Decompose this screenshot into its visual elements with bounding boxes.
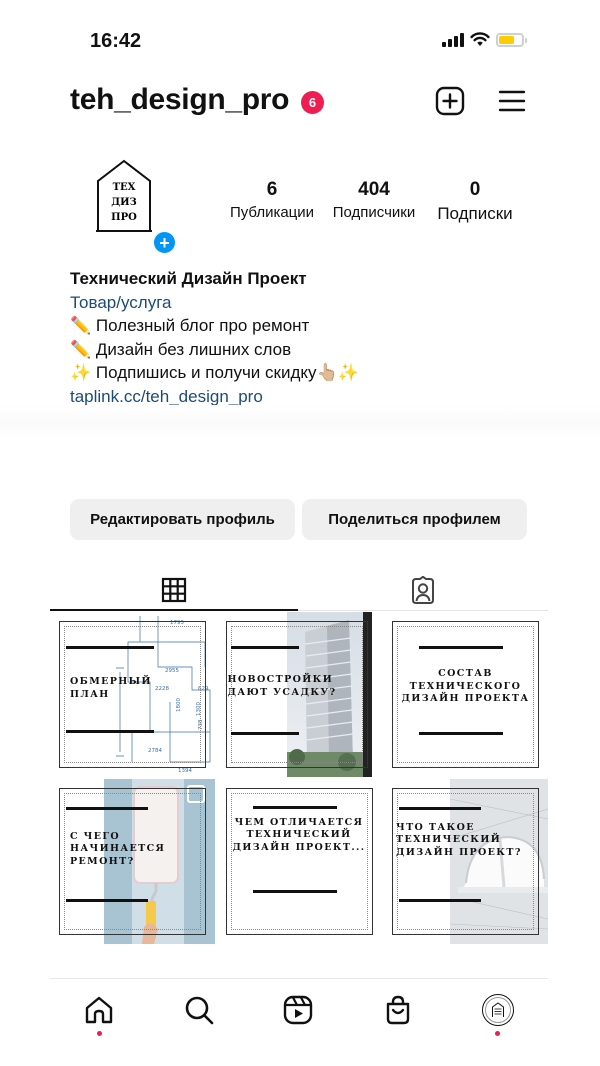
post-tile[interactable]	[217, 779, 382, 944]
profile-category[interactable]: Товар/услуга	[70, 292, 172, 312]
profile-avatar-icon	[482, 994, 514, 1026]
post-tile[interactable]	[50, 612, 215, 777]
nav-profile[interactable]	[480, 992, 516, 1028]
plan-dimension: 2955	[165, 668, 179, 674]
edit-profile-button[interactable]: Редактировать профиль	[70, 499, 295, 540]
bio-separator	[0, 405, 600, 441]
profile-username[interactable]: teh_design_pro	[70, 83, 290, 116]
create-post-icon[interactable]	[435, 86, 465, 116]
house-logo-icon	[90, 157, 158, 235]
post-frame	[392, 788, 539, 935]
bio-line: ✏️ Дизайн без лишних слов	[70, 339, 292, 359]
plan-dimension: 738	[198, 719, 204, 730]
tab-grid[interactable]	[50, 568, 298, 612]
bio-line: ✏️ Полезный блог про ремонт	[70, 316, 310, 335]
stat-label: Подписки	[437, 204, 513, 223]
avatar-text-line: ДИЗ	[111, 197, 137, 208]
plan-dimension: 2784	[148, 748, 162, 754]
signal-icon	[442, 33, 464, 47]
post-tile[interactable]	[50, 779, 215, 944]
stat-value: 404	[358, 179, 390, 200]
post-bar	[419, 732, 503, 735]
stat-posts[interactable]	[226, 179, 318, 221]
post-bar	[231, 732, 299, 735]
post-bar	[231, 646, 299, 649]
post-tile[interactable]	[383, 779, 548, 944]
post-bar	[419, 646, 503, 649]
post-tile[interactable]	[217, 612, 382, 777]
battery-icon	[496, 33, 524, 47]
nav-reels[interactable]	[280, 992, 316, 1028]
plan-dimension: 629	[198, 686, 209, 692]
posts-grid	[50, 612, 548, 944]
stat-label: Подписчики	[332, 204, 416, 221]
post-tile[interactable]	[383, 612, 548, 777]
plan-dimension: 1800	[176, 698, 182, 712]
post-bar	[399, 899, 481, 902]
profile-avatar[interactable]	[90, 157, 158, 235]
nav-divider	[50, 978, 548, 979]
profile-bio	[70, 267, 550, 408]
nav-home[interactable]	[81, 992, 117, 1028]
avatar-text-line: ТЕХ	[112, 182, 136, 193]
stat-value: 6	[266, 179, 278, 200]
bio-line: ✨ Подпишись и получи скидку👆🏼✨	[70, 363, 359, 382]
post-bar	[399, 807, 481, 810]
post-bar	[66, 730, 154, 733]
stat-following[interactable]	[430, 179, 520, 224]
plan-dimension: 1300	[196, 702, 202, 716]
post-title: ЧЕМ ОТЛИЧАЕТСЯ ТЕХНИЧЕСКИЙ ДИЗАЙН ПРОЕКТ...	[232, 816, 366, 853]
post-title: СОСТАВ ТЕХНИЧЕСКОГО ДИЗАЙН ПРОЕКТА	[401, 668, 530, 704]
post-bar	[253, 890, 337, 893]
post-title: ОБМЕРНЫЙ ПЛАН	[70, 676, 152, 700]
notification-dot	[495, 1031, 500, 1036]
nav-search[interactable]	[181, 992, 217, 1028]
notification-dot	[97, 1031, 102, 1036]
post-frame	[226, 788, 373, 935]
share-profile-button[interactable]: Поделиться профилем	[302, 499, 527, 540]
house-logo-icon	[491, 1002, 505, 1018]
search-icon	[183, 994, 215, 1026]
avatar-text-line: ПРО	[111, 212, 137, 223]
stat-value: 0	[469, 179, 481, 200]
shopping-bag-icon	[382, 994, 414, 1026]
status-icons	[442, 32, 524, 47]
home-icon	[83, 994, 115, 1026]
post-bar	[66, 646, 154, 649]
reels-icon	[282, 994, 314, 1026]
menu-icon[interactable]	[497, 86, 527, 116]
stat-label: Публикации	[229, 204, 315, 221]
post-bar	[66, 807, 148, 810]
profile-link[interactable]: taplink.cc/teh_design_pro	[70, 386, 263, 406]
post-title: С ЧЕГО НАЧИНАЕТСЯ РЕМОНТ?	[70, 830, 166, 867]
plan-dimension: 2228	[155, 686, 169, 692]
profile-name: Технический Дизайн Проект	[70, 269, 307, 288]
active-tab-indicator	[50, 609, 298, 611]
notification-badge[interactable]: 6	[301, 91, 324, 114]
wifi-icon	[470, 32, 490, 47]
nav-shop[interactable]	[380, 992, 416, 1028]
status-time: 16:42	[90, 30, 142, 52]
plan-dimension: 1795	[170, 620, 184, 626]
post-title: ЧТО ТАКОЕ ТЕХНИЧЕСКИЙ ДИЗАЙН ПРОЕКТ?	[396, 821, 522, 858]
post-bar	[66, 899, 148, 902]
tab-tagged[interactable]	[298, 568, 548, 612]
post-title: НОВОСТРОЙКИ ДАЮТ УСАДКУ?	[227, 674, 337, 698]
grid-icon	[161, 577, 187, 603]
plan-dimension: 1394	[178, 768, 192, 774]
tagged-person-icon	[409, 576, 437, 604]
stat-followers[interactable]	[326, 179, 422, 221]
post-bar	[253, 806, 337, 809]
add-story-button[interactable]: +	[151, 229, 178, 256]
